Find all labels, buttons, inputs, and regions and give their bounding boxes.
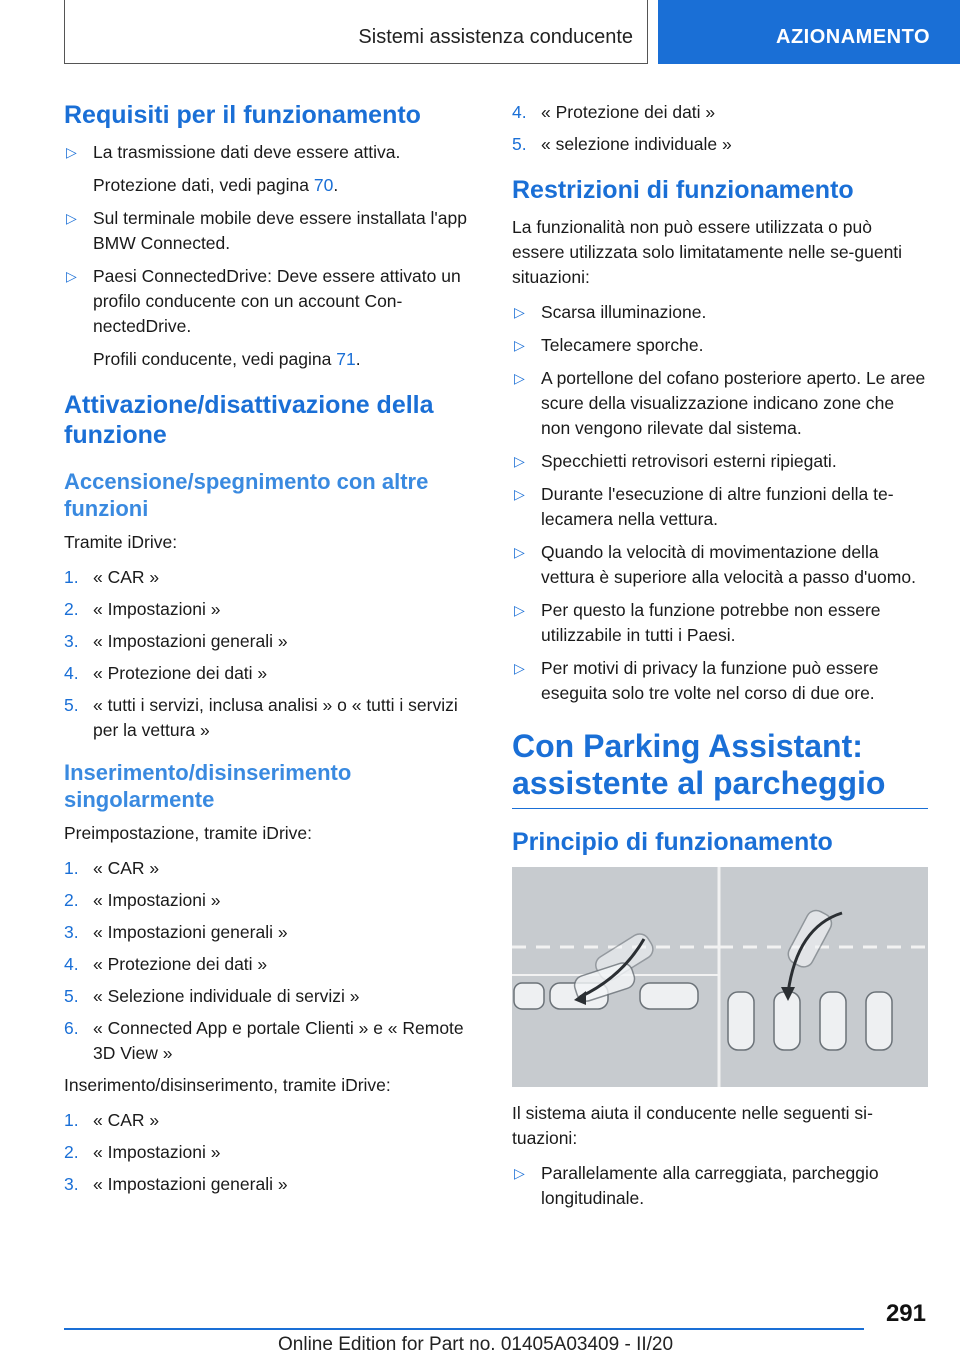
triangle-bullet-icon: ▷: [514, 660, 525, 676]
list-item: [64, 1016, 480, 1066]
triangle-bullet-icon: ▷: [514, 370, 525, 386]
list-item: [64, 629, 480, 654]
bullet-text: Per motivi di privacy la funzione può essere eseguita solo tre volte nel corso di due ore.: [541, 658, 879, 703]
list-number: 5.: [512, 134, 527, 154]
triangle-bullet-icon: ▷: [66, 210, 77, 226]
triangle-bullet-icon: ▷: [514, 486, 525, 502]
list-number: 5.: [64, 986, 79, 1006]
header-section-box: [64, 0, 648, 64]
list-number: 4.: [64, 954, 79, 974]
list-item: [64, 856, 480, 881]
bullet-text: Specchietti retrovisori esterni ripiegati.: [541, 451, 837, 471]
bullet-item: [512, 540, 928, 590]
list-number: 2.: [64, 890, 79, 910]
sub-text: Protezione dati, vedi pagina 70.: [93, 175, 339, 195]
bullet-text: Durante l'esecuzione di altre funzioni della te-lecamera nella vettura.: [541, 484, 894, 529]
list-number: 3.: [64, 922, 79, 942]
list-text: « CAR »: [93, 1110, 160, 1130]
list-item: [64, 920, 480, 945]
list-item: [64, 952, 480, 977]
list-text: « Protezione dei dati »: [93, 663, 268, 683]
heading-requisiti: Requisiti per il funzionamento: [64, 101, 421, 129]
paragraph-preimpostazione: Preimpostazione, tramite iDrive:: [64, 823, 312, 843]
page-link-71[interactable]: 71: [336, 349, 356, 369]
list-item: [64, 693, 480, 743]
heading-restrizioni: Restrizioni di funzionamento: [512, 176, 854, 204]
parking-illustration: [512, 867, 928, 1087]
list-text: « Impostazioni generali »: [93, 1174, 288, 1194]
list-text: « Impostazioni generali »: [93, 631, 288, 651]
bullet-text: Paesi ConnectedDrive: Deve essere attivato un profilo conducente con un account Con-nectedDrive.: [93, 266, 461, 336]
bullet-text: Sul terminale mobile deve essere installata l'app BMW Connected.: [93, 208, 467, 253]
left-column: [64, 100, 480, 1204]
paragraph-principio: Il sistema aiuta il conducente nelle seguenti si-tuazioni:: [512, 1103, 873, 1148]
paragraph-restrizioni-intro: La funzionalità non può essere utilizzata o può essere utilizzata solo limitatamente nelle se-guenti situazioni:: [512, 217, 903, 287]
bullet-item: [64, 206, 480, 256]
triangle-bullet-icon: ▷: [66, 144, 77, 160]
list-number: 4.: [512, 102, 527, 122]
paragraph-inserimento: Inserimento/disinserimento, tramite iDrive:: [64, 1075, 391, 1095]
edition-note: Online Edition for Part no. 01405A03409 - II/20: [278, 1334, 674, 1355]
bullet-item: [64, 264, 480, 339]
list-number: 1.: [64, 858, 79, 878]
list-item: [512, 132, 928, 157]
list-number: 4.: [64, 663, 79, 683]
heading-principio: Principio di funzionamento: [512, 828, 833, 856]
triangle-bullet-icon: ▷: [514, 1165, 525, 1181]
page-link-70[interactable]: 70: [313, 175, 334, 195]
bullet-item: [64, 140, 480, 165]
list-item: [64, 1172, 480, 1197]
bullet-item: [512, 1161, 928, 1211]
list-item: [64, 1108, 480, 1133]
page-header: [0, 0, 960, 66]
sub-text: Profili conducente, vedi pagina 71.: [93, 349, 361, 369]
triangle-bullet-icon: ▷: [514, 453, 525, 469]
bullet-item: [512, 333, 928, 358]
list-number: 6.: [64, 1018, 79, 1038]
bullet-item: [512, 656, 928, 706]
list-item: [64, 984, 480, 1009]
list-text: « Selezione individuale di servizi »: [93, 986, 360, 1006]
sub-text-label: Protezione dati, vedi pagina: [93, 175, 314, 195]
triangle-bullet-icon: ▷: [514, 304, 525, 320]
header-chapter-tab[interactable]: [658, 0, 960, 64]
list-item: [64, 661, 480, 686]
sub-text-label: Profili conducente, vedi pagina: [93, 349, 337, 369]
list-number: 1.: [64, 567, 79, 587]
list-number: 1.: [64, 1110, 79, 1130]
triangle-bullet-icon: ▷: [514, 602, 525, 618]
triangle-bullet-icon: ▷: [514, 544, 525, 560]
list-text: « selezione individuale »: [541, 134, 732, 154]
bullet-item: [512, 598, 928, 648]
heading-parking-assistant: Con Parking Assistant: assistente al parcheggio: [512, 728, 928, 809]
bullet-text: La trasmissione dati deve essere attiva.: [93, 142, 401, 162]
bullet-text: Quando la velocità di movimentazione della vettura è superiore alla velocità a passo d'uomo.: [541, 542, 916, 587]
bullet-text: A portellone del cofano posteriore aperto. Le aree scure della visualizzazione indicano zone che non vengono rilevate dal sistema.: [541, 368, 926, 438]
triangle-bullet-icon: ▷: [514, 337, 525, 353]
list-text: « tutti i servizi, inclusa analisi » o « tutti i servizi per la vettura »: [93, 695, 458, 740]
right-column: [512, 100, 928, 1219]
bullet-text: Per questo la funzione potrebbe non essere utilizzabile in tutti i Paesi.: [541, 600, 881, 645]
list-item: [512, 100, 928, 125]
footer-divider: [64, 1328, 864, 1330]
bullet-text: Telecamere sporche.: [541, 335, 704, 355]
bullet-text: Scarsa illuminazione.: [541, 302, 707, 322]
list-text: « Impostazioni »: [93, 1142, 221, 1162]
list-text: « Impostazioni »: [93, 599, 221, 619]
list-number: 3.: [64, 631, 79, 651]
bullet-item: [512, 366, 928, 441]
heading-inserimento: Inserimento/disinserimento singolarmente: [64, 760, 352, 812]
list-number: 3.: [64, 1174, 79, 1194]
bullet-item: [512, 300, 928, 325]
heading-attivazione: Attivazione/disattivazione della funzione: [64, 391, 434, 449]
list-text: « Protezione dei dati »: [541, 102, 716, 122]
list-text: « CAR »: [93, 567, 160, 587]
page-number: 291: [885, 1300, 926, 1327]
list-item: [64, 888, 480, 913]
list-text: « Impostazioni generali »: [93, 922, 288, 942]
list-text: « Connected App e portale Clienti » e « Remote 3D View »: [93, 1018, 464, 1063]
list-item: [64, 597, 480, 622]
heading-accensione: Accensione/spegnimento con altre funzioni: [64, 469, 429, 521]
triangle-bullet-icon: ▷: [66, 268, 77, 284]
list-text: « Protezione dei dati »: [93, 954, 268, 974]
bullet-item: [512, 449, 928, 474]
paragraph-tramite: Tramite iDrive:: [64, 532, 178, 552]
header-section-title: Sistemi assistenza conducente: [358, 26, 633, 48]
list-number: 2.: [64, 1142, 79, 1162]
bullet-item: [512, 482, 928, 532]
list-number: 5.: [64, 695, 79, 715]
list-number: 2.: [64, 599, 79, 619]
list-item: [64, 1140, 480, 1165]
bullet-text: Parallelamente alla carreggiata, parcheggio longitudinale.: [541, 1163, 879, 1208]
header-chapter-label: AZIONAMENTO: [776, 26, 931, 48]
list-text: « CAR »: [93, 858, 160, 878]
list-item: [64, 565, 480, 590]
list-text: « Impostazioni »: [93, 890, 221, 910]
